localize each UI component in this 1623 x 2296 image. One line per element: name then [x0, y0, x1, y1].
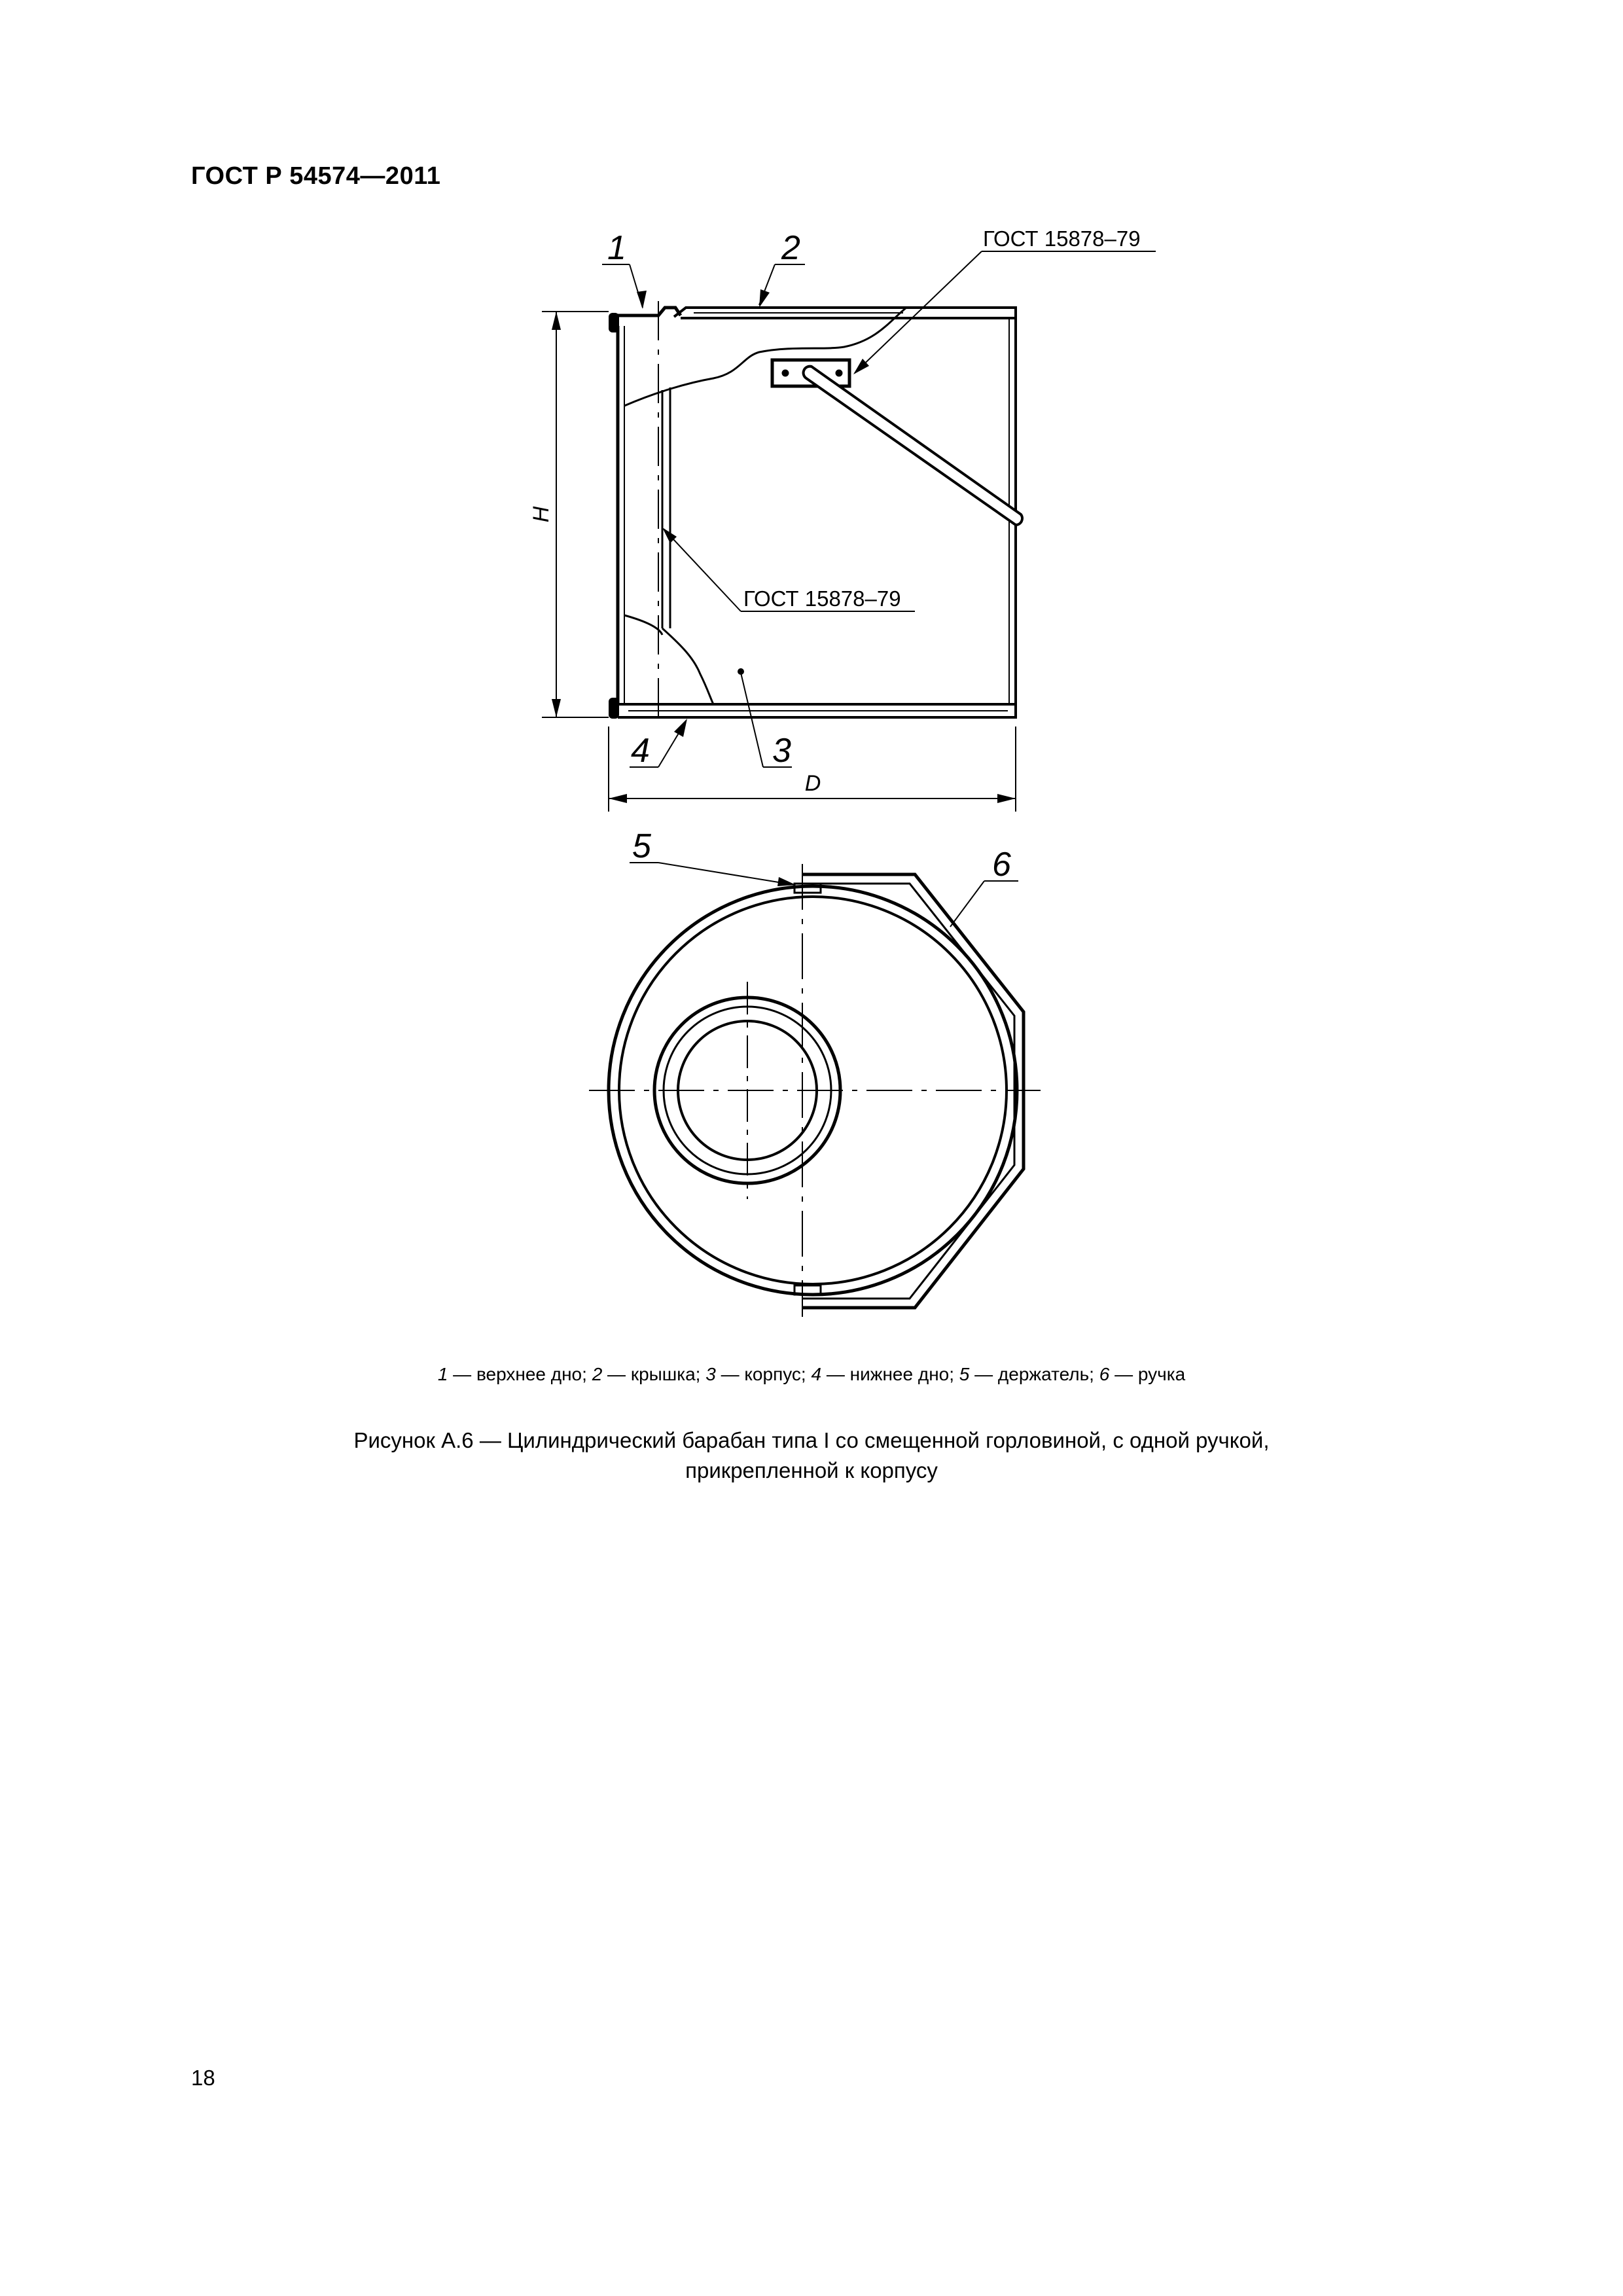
callout-3: 3: [772, 732, 791, 770]
callout-1: 1: [607, 229, 626, 267]
inner-seam-flare: [624, 615, 662, 635]
dimension-diameter: [609, 726, 1016, 812]
legend-num-1: 1: [437, 1364, 448, 1384]
legend-num-2: 2: [592, 1364, 603, 1384]
top-chime-bead: [609, 313, 619, 332]
holder-rivet-right: [836, 370, 842, 376]
page-number: 18: [191, 2066, 215, 2090]
legend-text-5: — держатель;: [969, 1364, 1099, 1384]
legend-num-6: 6: [1099, 1364, 1110, 1384]
leader-6: [950, 881, 1018, 927]
leader-2: [759, 264, 805, 308]
cutaway-break-bottom: [662, 628, 713, 704]
bottom-chime-bead: [609, 698, 619, 719]
legend-text-3: — корпус;: [715, 1364, 812, 1384]
legend-num-4: 4: [811, 1364, 822, 1384]
dimension-height-label: H: [529, 506, 554, 523]
callout-4: 4: [631, 732, 650, 770]
caption-line-1: Рисунок А.6 — Цилиндрический барабан типа I со смещенной горловиной, с одной ручкой,: [353, 1428, 1270, 1452]
callout-6: 6: [992, 846, 1011, 884]
figure-legend: [0, 1364, 1623, 1385]
std-ref-top: ГОСТ 15878–79: [983, 226, 1141, 251]
leader-1: [602, 264, 647, 309]
legend-text-6: — ручка: [1109, 1364, 1186, 1384]
legend-text-1: — верхнее дно;: [448, 1364, 592, 1384]
figure-caption: [0, 1426, 1623, 1486]
barrel-front-view: [609, 301, 1022, 726]
dimension-diameter-label: D: [804, 771, 821, 796]
cutaway-break-top: [624, 308, 906, 406]
callout-5: 5: [632, 827, 651, 865]
legend-text-4: — нижнее дно;: [821, 1364, 959, 1384]
legend-num-5: 5: [959, 1364, 970, 1384]
holder-rivet-left: [782, 370, 789, 376]
barrel-top-view: [589, 864, 1041, 1317]
callout-2: 2: [781, 229, 800, 267]
top-bottom-rim: [618, 308, 681, 315]
caption-line-2: прикрепленной к корпусу: [685, 1458, 938, 1482]
handle-rod: [804, 367, 1022, 525]
document-number-header: ГОСТ Р 54574—2011: [191, 162, 441, 190]
legend-num-3: 3: [705, 1364, 716, 1384]
legend-text-2: — крышка;: [602, 1364, 706, 1384]
leader-5: [630, 863, 796, 886]
std-ref-side: ГОСТ 15878–79: [743, 586, 901, 611]
